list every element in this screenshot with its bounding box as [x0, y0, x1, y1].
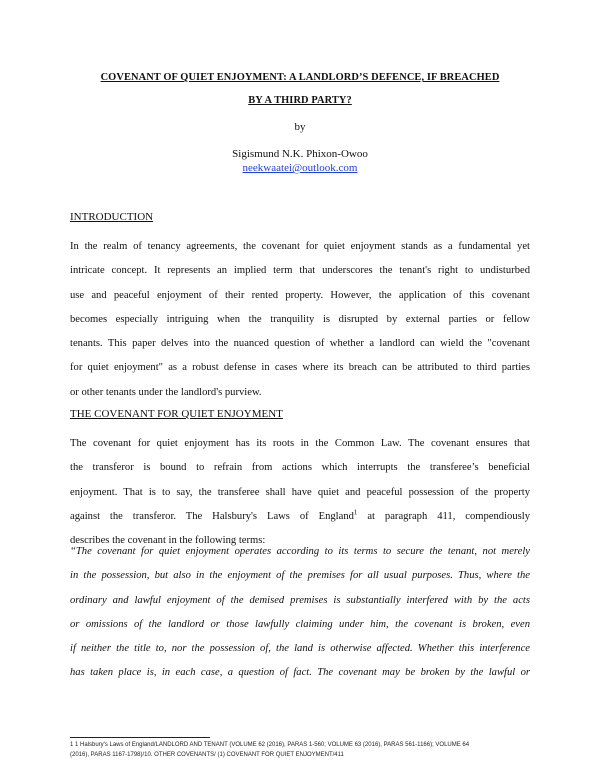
quote-line: “The covenant for quiet enjoyment operates according to its terms to secure the tenant, not merely — [70, 546, 530, 557]
introduction-heading: INTRODUCTION — [70, 211, 154, 223]
paragraph-line: The covenant for quiet enjoyment has its roots in the Common Law. The covenant ensures that — [70, 438, 530, 449]
introduction-paragraph — [70, 235, 530, 405]
paragraph-line: enjoyment. That is to say, the transferee shall have quiet and peaceful possession of the property — [70, 486, 530, 498]
author-email-link[interactable]: neekwaatei@outlook.com — [242, 162, 358, 174]
paragraph-line-rest: at paragraph 411, compendiously — [357, 510, 531, 522]
quote-line: or omissions of the landlord or those lawfully claiming under him, the covenant is broken, even — [70, 618, 530, 630]
paragraph-line: for quiet enjoyment" as a robust defense in cases where its breach can be attributed to third parties — [70, 362, 530, 374]
quote-line: has taken place is, in each case, a question of fact. The covenant may be broken by the lawful or — [70, 667, 530, 679]
paragraph-line — [70, 505, 530, 529]
footnote — [70, 740, 530, 760]
paragraph-line: tenants. This paper delves into the nuanced question of whether a landlord can wield the "covenant — [70, 338, 530, 350]
paragraph-line: describes the covenant in the following terms: — [70, 535, 266, 547]
author-email — [0, 162, 600, 174]
title-line-2: BY A THIRD PARTY? — [248, 95, 352, 106]
covenant-heading: THE COVENANT FOR QUIET ENJOYMENT — [70, 408, 283, 420]
paragraph-line: intricate concept. It represents an implied term that underscores the tenant's right to undisturbed — [70, 265, 530, 277]
footnote-line: 1 1 Halsbury's Laws of England/LANDLORD AND TENANT (VOLUME 62 (2016), PARAS 1-560; VOLUME 63 (2016), PARAS 561-1166); VOLUME 64 — [70, 742, 470, 748]
paragraph-line: use and peaceful enjoyment of their rented property. However, the application of this covenant — [70, 289, 530, 301]
quote-line: in the possession, but also in the enjoyment of the premises for all usual purposes. Thus, where the — [70, 570, 530, 582]
footnote-divider — [70, 737, 210, 738]
paper-title — [70, 66, 530, 112]
footnote-line: (2016), PARAS 1167-1798)/10. OTHER COVENANTS/ (1) COVENANT FOR QUIET ENJOYMENT/411 — [70, 752, 344, 758]
quote-line: ordinary and lawful enjoyment of the demised premises is substantially interfered with by the acts — [70, 594, 530, 606]
paragraph-line: or other tenants under the landlord's purview. — [70, 386, 262, 398]
title-line-1: COVENANT OF QUIET ENJOYMENT: A LANDLORD’S DEFENCE, IF BREACHED — [100, 72, 500, 83]
halsbury-text: against the transferor. The Halsbury's Laws of England — [70, 510, 354, 522]
quote-line: if neither the title to, nor the possession of, the land is otherwise affected. Whether this interference — [70, 643, 530, 655]
block-quote — [70, 540, 530, 686]
by-line: by — [294, 121, 306, 133]
paragraph-line: In the realm of tenancy agreements, the covenant for quiet enjoyment stands as a fundamental yet — [70, 241, 530, 252]
author-name: Sigismund N.K. Phixon-Owoo — [232, 148, 368, 160]
paragraph-line: the transferor is bound to refrain from actions which interrupts the transferee’s beneficial — [70, 462, 530, 474]
paragraph-line: becomes especially intriguing when the tranquility is disrupted by external parties or fellow — [70, 313, 530, 325]
covenant-paragraph — [70, 432, 530, 553]
footnote-reference[interactable]: 1 — [353, 508, 358, 517]
